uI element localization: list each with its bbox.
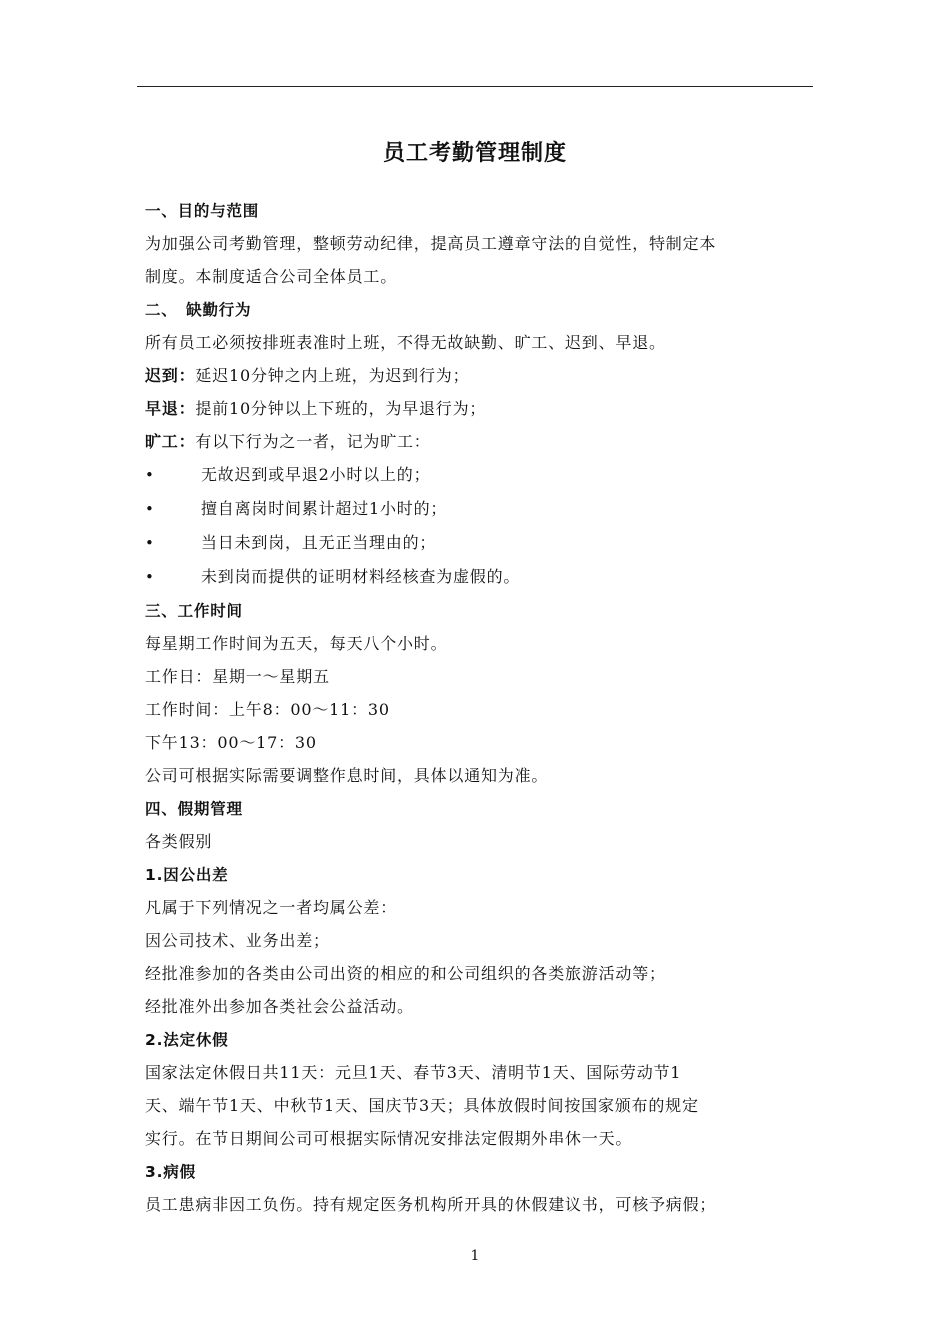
section-2-heading: 二、 缺勤行为 — [145, 301, 252, 319]
subsection-3-line-1: 员工患病非因工负伤。持有规定医务机构所开具的休假建议书，可核予病假； — [145, 1195, 717, 1214]
section-4-line-1: 各类假别 — [145, 832, 213, 851]
bullet-text: 未到岗而提供的证明材料经核查为虚假的。 — [201, 567, 521, 586]
header-rule — [137, 86, 813, 87]
section-1-line-1: 为加强公司考勤管理，整顿劳动纪律，提高员工遵章守法的自觉性，特制定本 — [145, 234, 717, 253]
subsection-1-line-2: 因公司技术、业务出差； — [145, 931, 330, 950]
page-number: 1 — [470, 1248, 480, 1264]
bullet-icon: • — [145, 466, 155, 484]
absence-definition — [145, 431, 805, 453]
document-title: 员工考勤管理制度 — [382, 141, 567, 166]
absent-text: 有以下行为之一者，记为旷工： — [195, 432, 431, 451]
subsection-1-line-3: 经批准参加的各类由公司出资的相应的和公司组织的各类旅游活动等； — [145, 964, 666, 983]
section-3-line-1: 每星期工作时间为五天，每天八个小时。 — [145, 634, 448, 653]
subsection-1-heading: 1.因公出差 — [145, 866, 229, 884]
bullet-icon: • — [145, 500, 155, 518]
bullet-icon: • — [145, 534, 155, 552]
late-text: 延迟10分钟之内上班，为迟到行为； — [195, 366, 470, 385]
bullet-text: 当日未到岗，且无正当理由的； — [201, 533, 437, 552]
subsection-2-line-2: 天、端午节1天、中秋节1天、国庆节3天；具体放假时间按国家颁布的规定 — [145, 1096, 699, 1115]
early-text: 提前10分钟以上下班的，为早退行为； — [195, 399, 487, 418]
section-3-line-4: 下午13：00～17：30 — [145, 733, 317, 752]
late-definition — [145, 365, 805, 387]
subsection-2-line-3: 实行。在节日期间公司可根据实际情况安排法定假期外串休一天。 — [145, 1129, 633, 1148]
section-1-line-2: 制度。本制度适合公司全体员工。 — [145, 267, 398, 286]
subsection-1-line-1: 凡属于下列情况之一者均属公差： — [145, 898, 398, 917]
section-3-line-2: 工作日：星期一～星期五 — [145, 667, 330, 686]
section-1-heading: 一、目的与范围 — [145, 202, 260, 220]
section-3-line-3: 工作时间：上午8：00～11：30 — [145, 700, 390, 719]
early-label: 早退： — [145, 399, 196, 418]
early-leave-definition — [145, 398, 805, 420]
subsection-1-line-4: 经批准外出参加各类社会公益活动。 — [145, 997, 414, 1016]
subsection-2-heading: 2.法定休假 — [145, 1031, 229, 1049]
subsection-3-heading: 3.病假 — [145, 1163, 196, 1181]
section-3-line-5: 公司可根据实际需要调整作息时间，具体以通知为准。 — [145, 766, 549, 785]
bullet-text: 无故迟到或早退2小时以上的； — [201, 465, 431, 484]
bullet-text: 擅自离岗时间累计超过1小时的； — [201, 499, 448, 518]
section-2-intro: 所有员工必须按排班表准时上班，不得无故缺勤、旷工、迟到、早退。 — [145, 333, 666, 352]
bullet-icon: • — [145, 568, 155, 586]
absent-label: 旷工： — [145, 432, 196, 451]
section-3-heading: 三、工作时间 — [145, 602, 243, 620]
late-label: 迟到： — [145, 366, 196, 385]
section-4-heading: 四、假期管理 — [145, 800, 243, 818]
subsection-2-line-1: 国家法定休假日共11天：元旦1天、春节3天、清明节1天、国际劳动节1 — [145, 1063, 682, 1082]
